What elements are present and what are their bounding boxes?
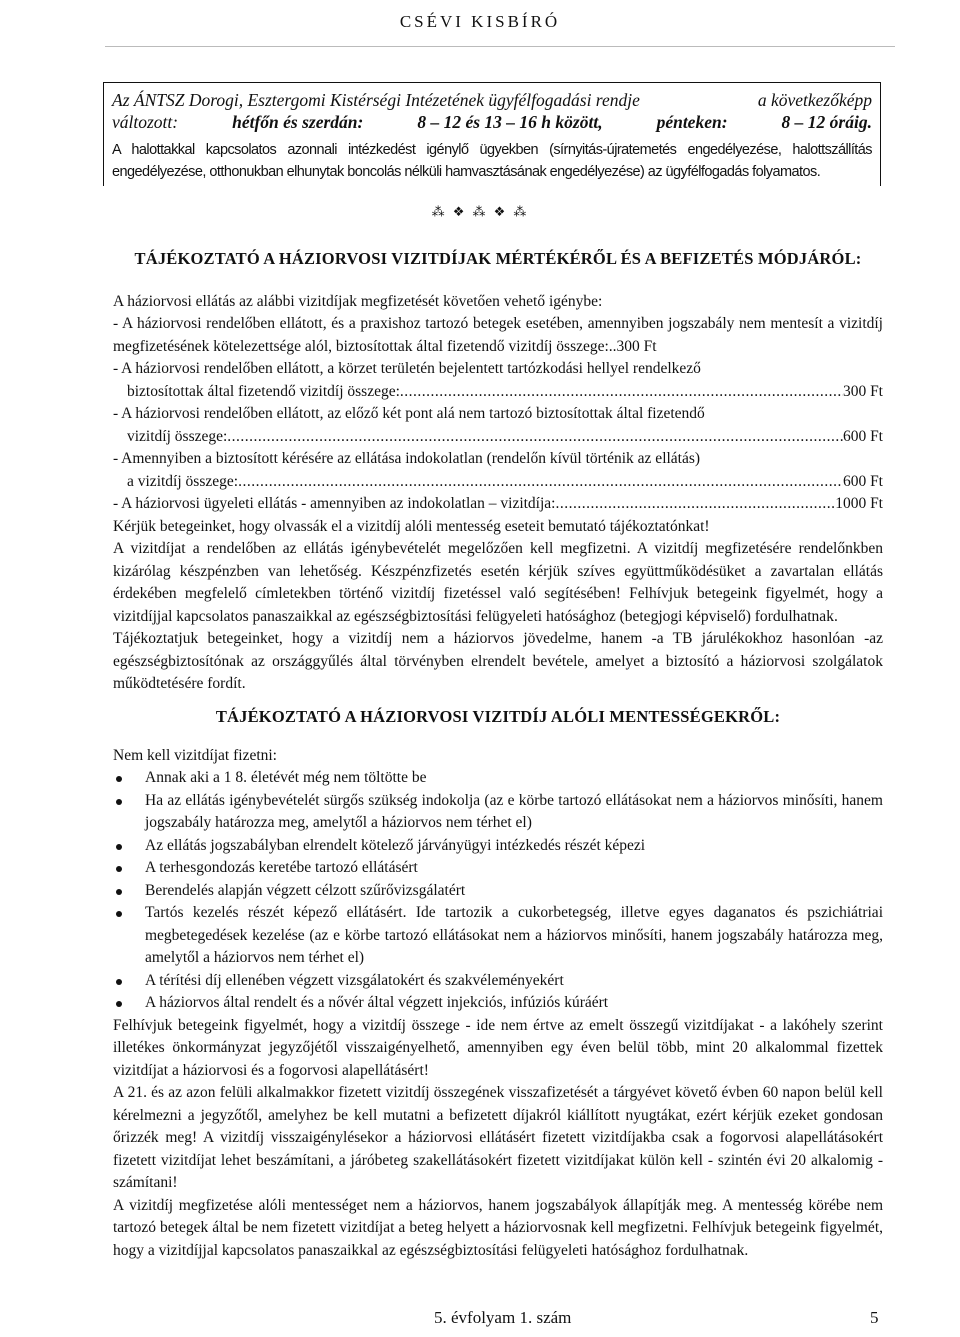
fee-item-2-amount: 300 Ft <box>842 382 883 400</box>
dot-leader <box>238 471 843 494</box>
vizitdij-section <box>113 248 883 696</box>
exemptions-paragraph-1: Felhívjuk betegeink figyelmét, hogy a vizitdíj összege - ide nem értve az emelt összegű vizitdíjakat - a lakóhely szerint illetékes önkormányzat jegyzőjétől visszaigényelhető, amennyiben egy éven belül több, mint 20 alkalommal fizettek vizitdíjat a háziorvosi és a fogorvosi alapellátásért! <box>113 1016 883 1079</box>
fee-item-2-desc: - A háziorvosi rendelőben ellátott, a körzet területén bejelentett tartózkodási hellyel rendelkező <box>113 360 701 377</box>
dot-leader <box>227 426 843 449</box>
notice-friday: pénteken: <box>656 112 728 132</box>
list-item: Tartós kezelés részét képező ellátásért. Ide tartozik a cukorbetegség, illetve egyes daganatos és pszichiátriai megbetegedések kezelése (az e körbe tartozó ellátásokat nem a háziorvos minősíti, hanem jogszabály határozza meg, amelytől a háziorvos nem térhet el) <box>113 902 883 970</box>
office-hours-notice-box <box>103 82 881 186</box>
list-item: Az ellátás jogszabályban elrendelt kötelező járványügyi intézkedés részét képezi <box>113 835 883 858</box>
fee-item-3-desc: - A háziorvosi rendelőben ellátott, az előző két pont alá nem tartozó biztosítottak által fizetendő <box>113 405 705 422</box>
fee-item-5-label: - A háziorvosi ügyeleti ellátás - amennyiben az indokolatlan – vizitdíja: <box>113 495 556 512</box>
notice-line-1 <box>112 89 872 111</box>
fees-intro: A háziorvosi ellátás az alábbi vizitdíjak megfizetését követően vehető igénybe: <box>113 292 603 310</box>
section-heading-exemptions: TÁJÉKOZTATÓ A HÁZIORVOSI VIZITDÍJ ALÓLI MENTESSÉGEKRŐL: <box>215 707 781 726</box>
list-item: A térítési díj ellenében végzett vizsgálatokért és szakvéleményekért <box>113 970 883 993</box>
ornament-divider: ⁂ ❖ ⁂ ❖ ⁂ <box>431 205 529 220</box>
page-header-title: CSÉVI KISBÍRÓ <box>399 12 561 31</box>
notice-paragraph: A halottakkal kapcsolatos azonnali intézkedést igénylő ügyekben (sírnyitás-újratemetés engedélyezése, halottszállítás engedélyezése, otthonukban elhunytak boncolás nélküli hamvasztásának engedélyezése) az ügyfélfogadás folyamatos. <box>112 142 872 180</box>
exemption-section <box>113 706 883 1262</box>
footer-page-number: 5 <box>870 1308 879 1327</box>
list-item: A terhesgondozás keretébe tartozó ellátásért <box>113 857 883 880</box>
section-heading-fees: TÁJÉKOZTATÓ A HÁZIORVOSI VIZITDÍJAK MÉRTÉKÉRŐL ÉS A BEFIZETÉS MÓDJÁRÓL: <box>134 249 862 268</box>
fees-paragraph-3: Tájékoztatjuk betegeinket, hogy a vizitdíj nem a háziorvos jövedelme, hanem -a TB járulékokhoz hasonlóan -az egészségbiztosítónak az országgyűlés által törvényben elrendelt bevétele, amelyet a biztosító a háziorvosi szolgálatok működtetésére fordít. <box>113 630 883 692</box>
list-item: A háziorvos által rendelt és a nővér által végzett injekciós, infúziós kúráért <box>113 992 883 1015</box>
fee-item-5-amount-line <box>113 493 883 516</box>
fees-paragraph-2: A vizitdíjat a rendelőben az ellátás igénybevételét megelőzően kell megfizetni. A vizitdíj megfizetésére rendelőnkben kizárólag készpénzben van lehetőség. Készpénzfizetés esetén kérjük szíves együttműködésüket a zavartalan ellátás érdekében megfelelő címletekben történő vizitdíj fizetéssel való segítésében! Felhívjuk betegeink figyelmét, hogy a vizitdíjjal kapcsolatos panaszaikkal az egészségbiztosítási felügyeleti hatósághoz (betegjogi képviselő) fordulhatnak. <box>113 540 883 625</box>
notice-friday-hours: 8 – 12 óráig. <box>781 112 872 132</box>
notice-days: hétfőn és szerdán: <box>232 112 364 132</box>
fee-item-3-amount: 600 Ft <box>842 427 883 445</box>
fee-item-2-amount-line <box>113 381 883 404</box>
exemptions-intro: Nem kell vizitdíjat fizetni: <box>113 746 277 764</box>
notice-hours: 8 – 12 és 13 – 16 h között, <box>417 112 603 132</box>
fee-item-3-amount-line <box>113 426 883 449</box>
fee-item-4-amount: 600 Ft <box>842 472 883 490</box>
footer-issue: 5. évfolyam 1. szám <box>434 1308 572 1327</box>
list-item: Annak aki a 1 8. életévét még nem töltötte be <box>113 767 883 790</box>
notice-line-1-left: Az ÁNTSZ Dorogi, Esztergomi Kistérségi Intézetének ügyfélfogadási rendje <box>112 90 640 110</box>
fee-item-3-label: vizitdíj összege: <box>127 427 228 445</box>
list-item: Berendelés alapján végzett célzott szűrővizsgálatért <box>113 880 883 903</box>
notice-line-2 <box>112 111 872 133</box>
exemption-list <box>113 767 883 1015</box>
notice-line-1-right: a következőképp <box>757 90 872 110</box>
fees-paragraph-1: Kérjük betegeinket, hogy olvassák el a vizitdíj alóli mentesség eseteit bemutató tájékoztatónkat! <box>113 517 710 535</box>
fee-item-5-amount: 1000 Ft <box>835 495 883 512</box>
notice-prefix: változott: <box>112 112 179 132</box>
exemptions-paragraph-2: A 21. és az azon felüli alkalmakkor fizetett vizitdíj összegének visszafizetését a tárgyévet követő évben 60 napon belül kell kérelmezni a jegyzőtől, amelyhez be kell mutatni a befizetett díjakról kiállított nyugtákat, ezért kérjük ezeket gondosan őrizzék meg! A vizitdíj visszaigénylésekor a háziorvosi ellátásért fizetett vizitdíjakba csak a fogorvosi alapellátásokért fizetett vizitdíjat lehet beszámítani, a járóbeteg szakellátásokért fizetett vizitdíjakat külön kell - szintén évi 20 alkalomig -számítani! <box>113 1084 883 1191</box>
list-item: Ha az ellátás igénybevételét sürgős szükség indokolja (az e körbe tartozó ellátásokat nem a háziorvos minősíti, hanem jogszabály határozza meg, amelytől a háziorvos nem térhet el) <box>113 790 883 835</box>
exemptions-paragraph-3: A vizitdíj megfizetése alóli mentességet nem a háziorvos, hanem jogszabályok állapítják meg. A mentesség körébe nem tartozó betegek által be nem fizetett vizitdíjat a beteg helyett a háziorvosnak kell megfizetni. Felhívjuk betegeink figyelmét, hogy a vizitdíjjal kapcsolatos panaszaikkal az egészségbiztosítási felügyeleti hatósághoz fordulhatnak. <box>113 1196 883 1259</box>
fee-item-1: - A háziorvosi rendelőben ellátott, és a praxishoz tartozó betegek esetében, amennyiben jogszabály nem mentesít a vizitdíj megfizetésének kötelezettsége alól, biztosítottak által fizetendő vizitdíj összege:..300 Ft <box>113 315 883 355</box>
dot-leader <box>400 381 843 404</box>
dot-leader <box>555 493 835 516</box>
fee-item-4-label: a vizitdíj összege: <box>127 472 239 490</box>
fee-item-2-label: biztosítottak által fizetendő vizitdíj összege: <box>127 382 400 400</box>
fee-item-4-desc: - Amennyiben a biztosított kérésére az ellátása indokolatlan (rendelőn kívül történik az ellátás) <box>113 450 701 467</box>
header-divider <box>105 46 895 47</box>
fee-item-4-amount-line <box>113 471 883 494</box>
